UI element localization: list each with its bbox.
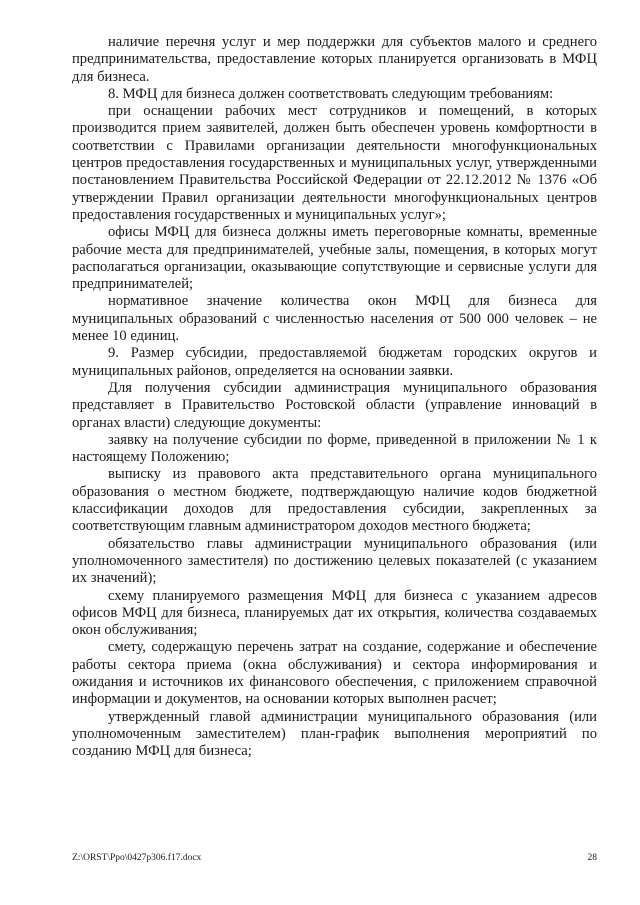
page-footer — [72, 853, 597, 863]
page-number: 28 — [587, 853, 597, 863]
paragraph-5: нормативное значение количества окон МФЦ для бизнеса для муниципальных образований с численностью населения от 500 000 человек – не менее 10 единиц. — [72, 293, 597, 345]
paragraph-6: 9. Размер субсидии, предоставляемой бюджетам городских округов и муниципальных районов, определяется на основании заявки. — [72, 345, 597, 379]
paragraph-1: наличие перечня услуг и мер поддержки для субъектов малого и среднего предпринимательства, предоставление которых планируется организовать в МФЦ для бизнеса. — [72, 34, 597, 85]
footer-file-path: Z:\ORST\Ppo\0427p306.f17.docx — [72, 853, 202, 863]
body-text — [72, 34, 597, 760]
paragraph-11: схему планируемого размещения МФЦ для бизнеса с указанием адресов офисов МФЦ для бизнеса, планируемых дат их открытия, количества создаваемых окон обслуживания; — [72, 587, 597, 639]
paragraph-13: утвержденный главой администрации муниципального образования (или уполномоченным заместителем) план-график выполнения мероприятий по созданию МФЦ для бизнеса; — [72, 708, 597, 760]
paragraph-2: 8. МФЦ для бизнеса должен соответствовать следующим требованиям: — [108, 85, 554, 102]
paragraph-10: обязательство главы администрации муниципального образования (или уполномоченного заместителя) по достижению целевых показателей (с указанием их значений); — [72, 535, 597, 587]
paragraph-8: заявку на получение субсидии по форме, приведенной в приложении № 1 к настоящему Положению; — [72, 431, 597, 466]
paragraph-3: при оснащении рабочих мест сотрудников и помещений, в которых производится прием заявителей, должен быть обеспечен уровень комфортности в соответствии с Правилами организации деятельности многофункциональных центров предоставления государственных и муниципальных услуг, утвержденными постановлением Правительства Российской Федерации от 22.12.2012 № 1376 «Об утверждении Правил организации деятельности многофункциональных центров предоставления государственных и муниципальных услуг»; — [72, 103, 597, 223]
paragraph-7: Для получения субсидии администрация муниципального образования представляет в Правительство Ростовской области (управление инноваций в органах власти) следующие документы: — [72, 379, 597, 431]
paragraph-4: офисы МФЦ для бизнеса должны иметь переговорные комнаты, временные рабочие места для предпринимателей, учебные залы, помещения, в которых могут располагаться организации, оказывающие сопутствующие и сервисные услуги для предпринимателей; — [72, 224, 597, 293]
paragraph-9: выписку из правового акта представительного органа муниципального образования о местном бюджете, подтверждающую наличие кодов бюджетной классификации доходов для предоставления субсидии, закрепленных за соответствующим главным администратором доходов местного бюджета; — [72, 466, 597, 535]
paragraph-12: смету, содержащую перечень затрат на создание, содержание и обеспечение работы сектора приема (окна обслуживания) и сектора информирования и ожидания и источников их финансового обеспечения, с приложением справочной информации и документов, на основании которых выполнен расчет; — [72, 639, 597, 708]
